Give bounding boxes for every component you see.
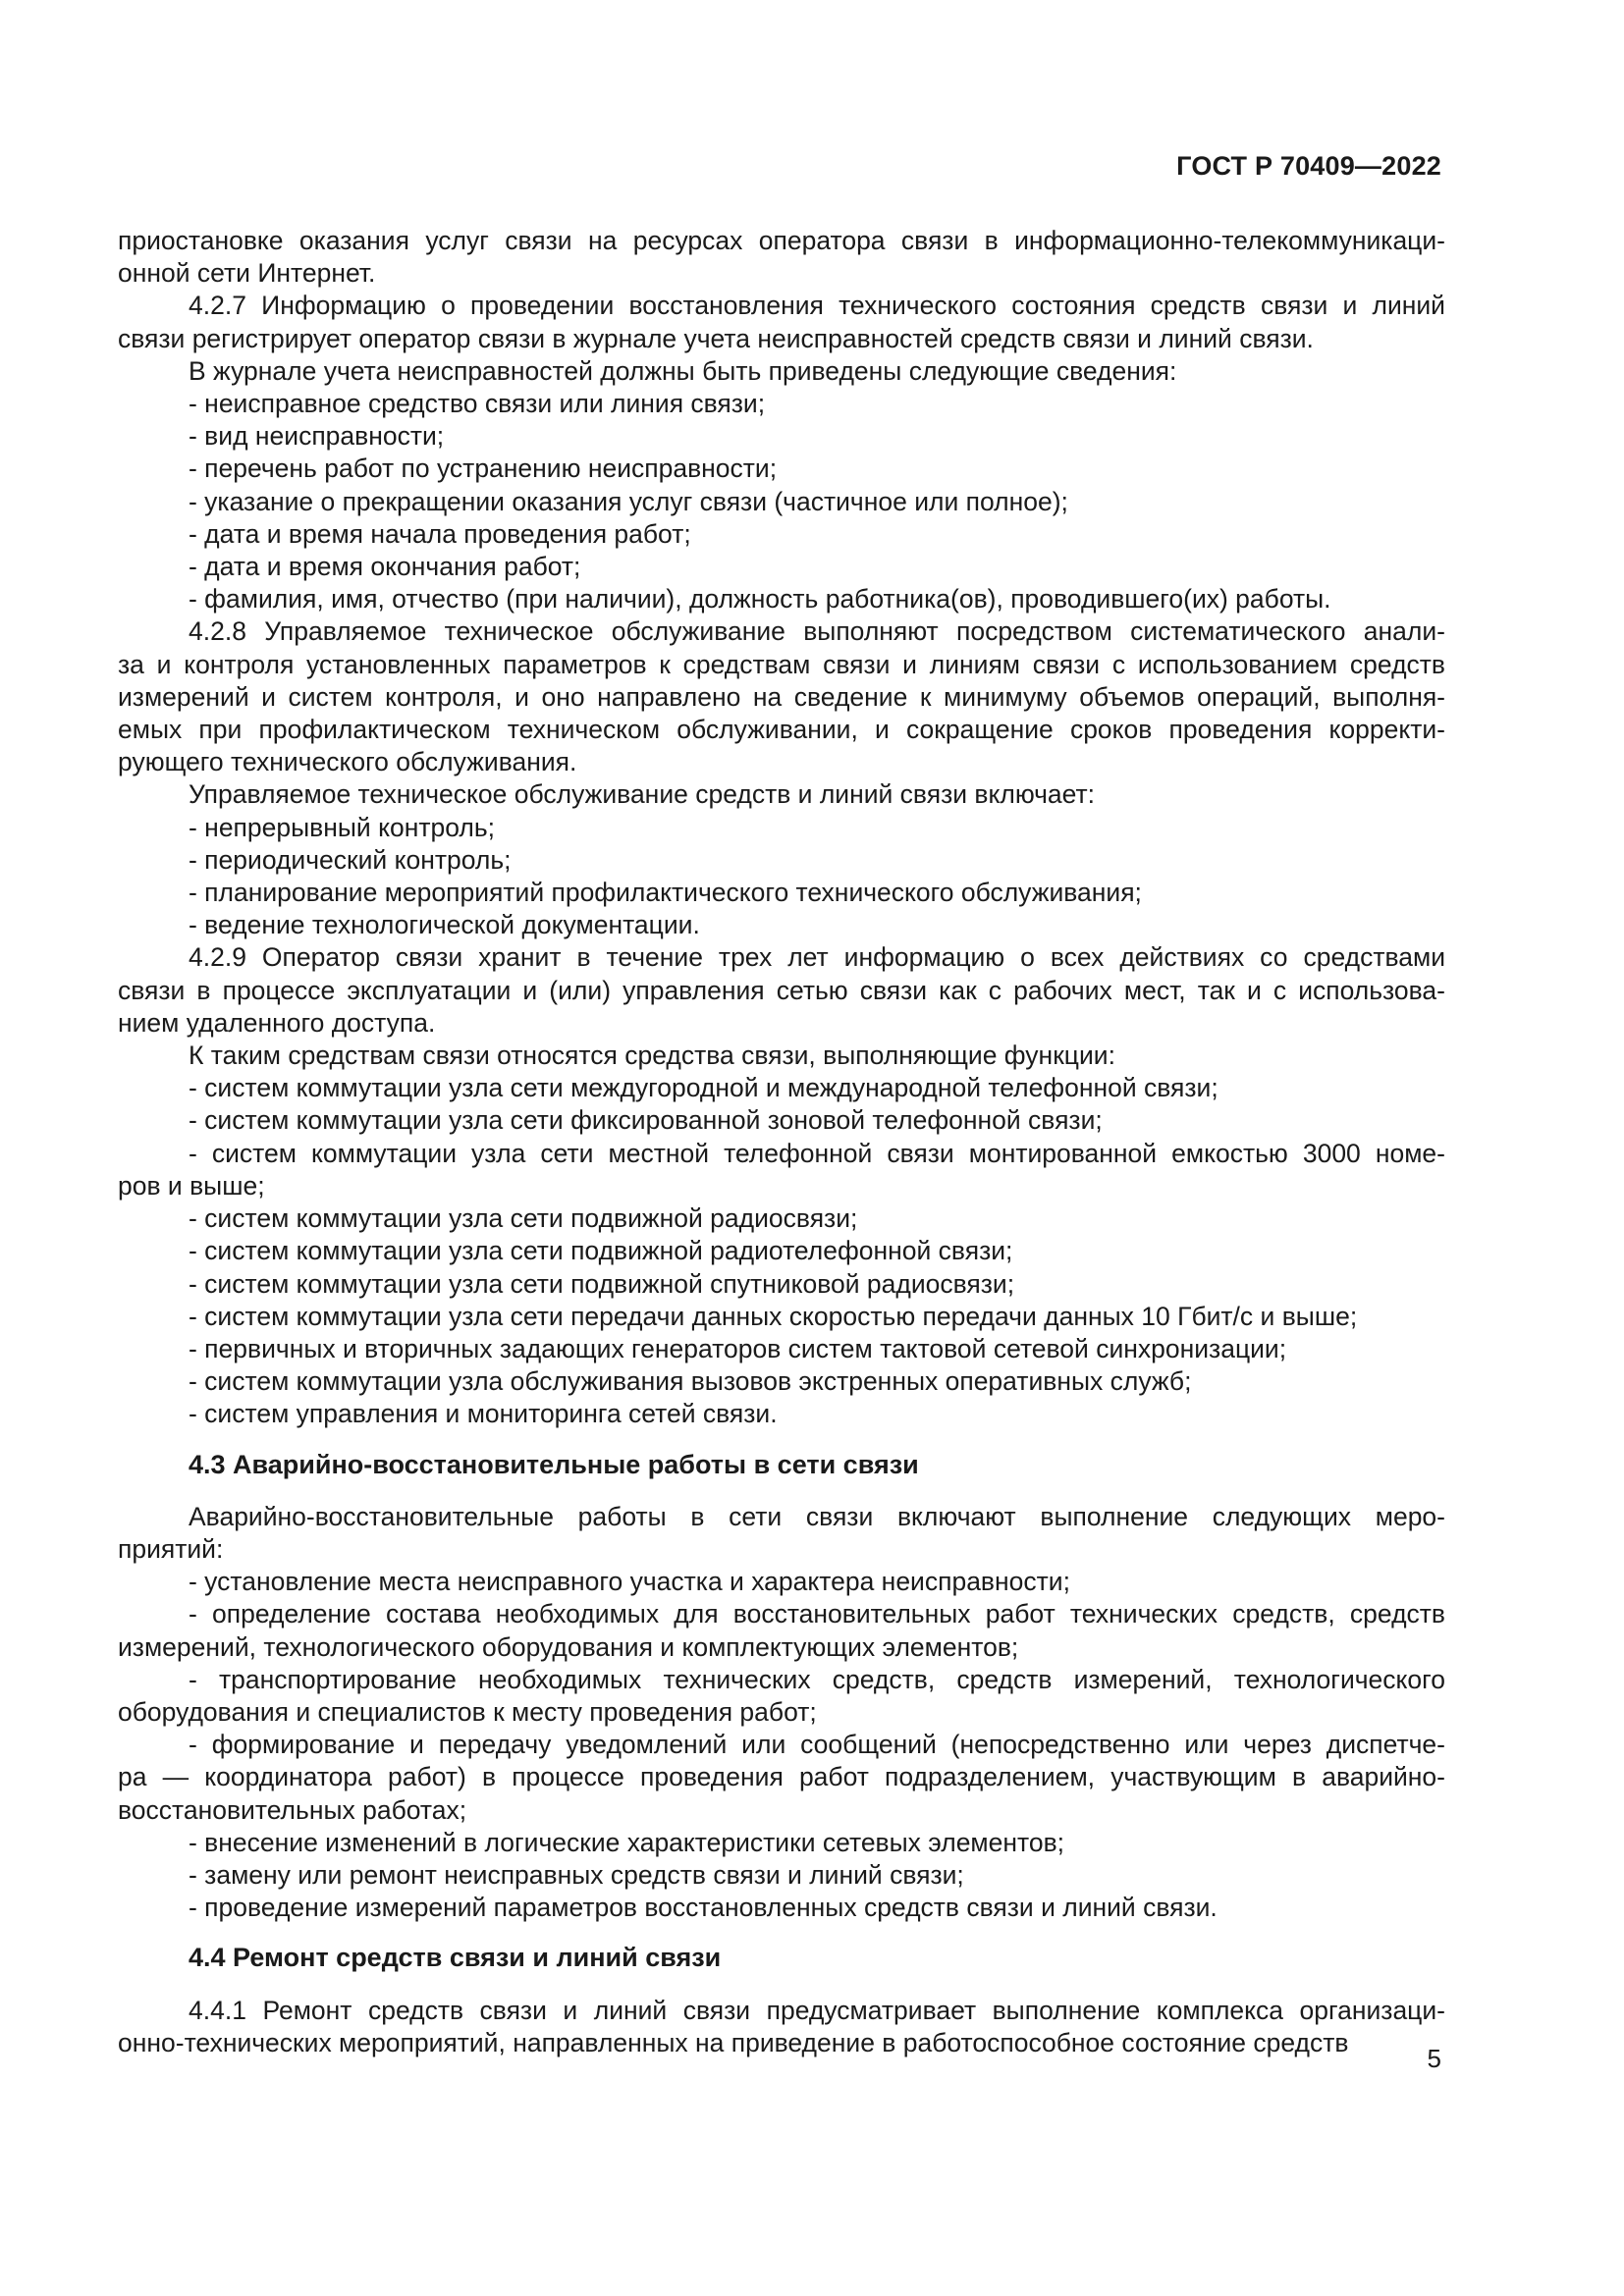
- list-item: [118, 1729, 1445, 1827]
- text-line: измерений, технологического оборудования и комплектующих элементов;: [118, 1631, 1019, 1662]
- text-line: приостановке оказания услуг связи на ресурсах оператора связи в информационно-телекоммуникаци-: [118, 226, 1445, 255]
- paragraph: [118, 941, 1445, 1040]
- list-item: - вид неисправности;: [189, 421, 445, 452]
- list-item: - систем коммутации узла сети подвижной радиотелефонной связи;: [189, 1236, 1013, 1266]
- list-item: [118, 1138, 1445, 1202]
- text-line: приятий:: [118, 1533, 224, 1564]
- text-line: онной сети Интернет.: [118, 258, 376, 289]
- section-heading: 4.4 Ремонт средств связи и линий связи: [189, 1943, 722, 1973]
- list-item: - перечень работ по устранению неисправности;: [189, 454, 778, 484]
- page-number: 5: [1427, 2044, 1441, 2073]
- list-item: - систем коммутации узла сети подвижной спутниковой радиосвязи;: [189, 1268, 1015, 1299]
- text-line: Аварийно-восстановительные работы в сети связи включают выполнение следующих меро-: [189, 1501, 1445, 1531]
- list-item: - установление места неисправного участка и характера неисправности;: [189, 1567, 1070, 1597]
- paragraph: [118, 355, 1445, 388]
- paragraph: [118, 615, 1445, 778]
- text-line: Управляемое техническое обслуживание средств и линий связи включает:: [189, 779, 1096, 810]
- section-heading: 4.3 Аварийно-восстановительные работы в сети связи: [189, 1449, 919, 1479]
- paragraph: [118, 1040, 1445, 1072]
- list-item: - систем коммутации узла обслуживания вызовов экстренных оперативных служб;: [189, 1366, 1192, 1397]
- list-item: - планирование мероприятий профилактического технического обслуживания;: [189, 878, 1142, 908]
- text-line: 4.2.8 Управляемое техническое обслуживание выполняют посредством систематического анали-: [189, 616, 1445, 647]
- list-item: - систем коммутации узла сети фиксированной зоновой телефонной связи;: [189, 1105, 1103, 1136]
- text-line: за и контроля установленных параметров к средствам связи и линиям связи с использованием средств: [118, 649, 1445, 679]
- paragraph: [118, 778, 1445, 811]
- text-line: ров и выше;: [118, 1170, 265, 1201]
- list-item: - ведение технологической документации.: [189, 910, 700, 940]
- list-item: - замену или ремонт неисправных средств связи и линий связи;: [189, 1859, 964, 1890]
- paragraph: [118, 1501, 1445, 1566]
- document-body: [118, 225, 1445, 2059]
- list-item: - первичных и вторичных задающих генераторов систем тактовой сетевой синхронизации;: [189, 1333, 1287, 1363]
- text-line: 4.2.9 Оператор связи хранит в течение трех лет информацию о всех действиях со средствами: [189, 942, 1445, 973]
- text-line: ра — координатора работ) в процессе проведения работ подразделением, участвующим в аварийно-: [118, 1762, 1445, 1792]
- list-item: - систем коммутации узла сети подвижной радиосвязи;: [189, 1203, 858, 1234]
- list-item: - внесение изменений в логические характеристики сетевых элементов;: [189, 1827, 1065, 1857]
- paragraph: [118, 1995, 1445, 2059]
- text-line: В журнале учета неисправностей должны быть приведены следующие сведения:: [189, 355, 1177, 386]
- text-line: оборудования и специалистов к месту проведения работ;: [118, 1696, 817, 1727]
- text-line: восстановительных работах;: [118, 1794, 467, 1825]
- text-line: - формирование и передачу уведомлений или сообщений (непосредственно или через диспетче-: [189, 1730, 1445, 1760]
- text-line: нием удаленного доступа.: [118, 1007, 436, 1038]
- list-item: - периодический контроль;: [189, 844, 512, 875]
- list-item: - непрерывный контроль;: [189, 812, 496, 842]
- list-item: [118, 1664, 1445, 1729]
- text-line: емых при профилактическом техническом обслуживании, и сокращение сроков проведения корректи-: [118, 715, 1445, 745]
- list-item: - дата и время окончания работ;: [189, 552, 581, 582]
- list-item: - проведение измерений параметров восстановленных средств связи и линий связи.: [189, 1893, 1218, 1923]
- text-line: онно-технических мероприятий, направленных на приведение в работоспособное состояние средств: [118, 2027, 1349, 2057]
- text-line: измерений и систем контроля, и оно направлено на сведение к минимуму объемов операций, выполня-: [118, 681, 1445, 712]
- paragraph: [118, 290, 1445, 354]
- text-line: рующего технического обслуживания.: [118, 747, 577, 777]
- text-line: - определение состава необходимых для восстановительных работ технических средств, средств: [189, 1599, 1445, 1629]
- list-item: - дата и время начала проведения работ;: [189, 518, 691, 549]
- list-item: - систем управления и мониторинга сетей связи.: [189, 1399, 778, 1429]
- text-line: связи регистрирует оператор связи в журнале учета неисправностей средств связи и линий связи.: [118, 323, 1314, 353]
- list-item: - систем коммутации узла сети передачи данных скоростью передачи данных 10 Гбит/с и выше;: [189, 1301, 1358, 1331]
- text-line: 4.2.7 Информацию о проведении восстановления технического состояния средств связи и линий: [189, 291, 1445, 321]
- text-line: - транспортирование необходимых технических средств, средств измерений, технологического: [189, 1664, 1445, 1694]
- list-item: - систем коммутации узла сети междугородной и международной телефонной связи;: [189, 1073, 1218, 1103]
- list-item: - указание о прекращении оказания услуг связи (частичное или полное);: [189, 486, 1068, 516]
- document-standard-number: ГОСТ Р 70409—2022: [1176, 151, 1441, 181]
- paragraph: [118, 225, 1445, 290]
- text-line: К таким средствам связи относятся средства связи, выполняющие функции:: [189, 1041, 1115, 1071]
- text-line: связи в процессе эксплуатации и (или) управления сетью связи как с рабочих мест, так и с использова-: [118, 975, 1445, 1005]
- list-item: - фамилия, имя, отчество (при наличии), должность работника(ов), проводившего(их) работы.: [189, 584, 1331, 614]
- text-line: 4.4.1 Ремонт средств связи и линий связи предусматривает выполнение комплекса организаци-: [189, 1995, 1445, 2025]
- list-item: - неисправное средство связи или линия связи;: [189, 389, 766, 419]
- text-line: - систем коммутации узла сети местной телефонной связи монтированной емкостью 3000 номе-: [189, 1138, 1445, 1168]
- list-item: [118, 1598, 1445, 1663]
